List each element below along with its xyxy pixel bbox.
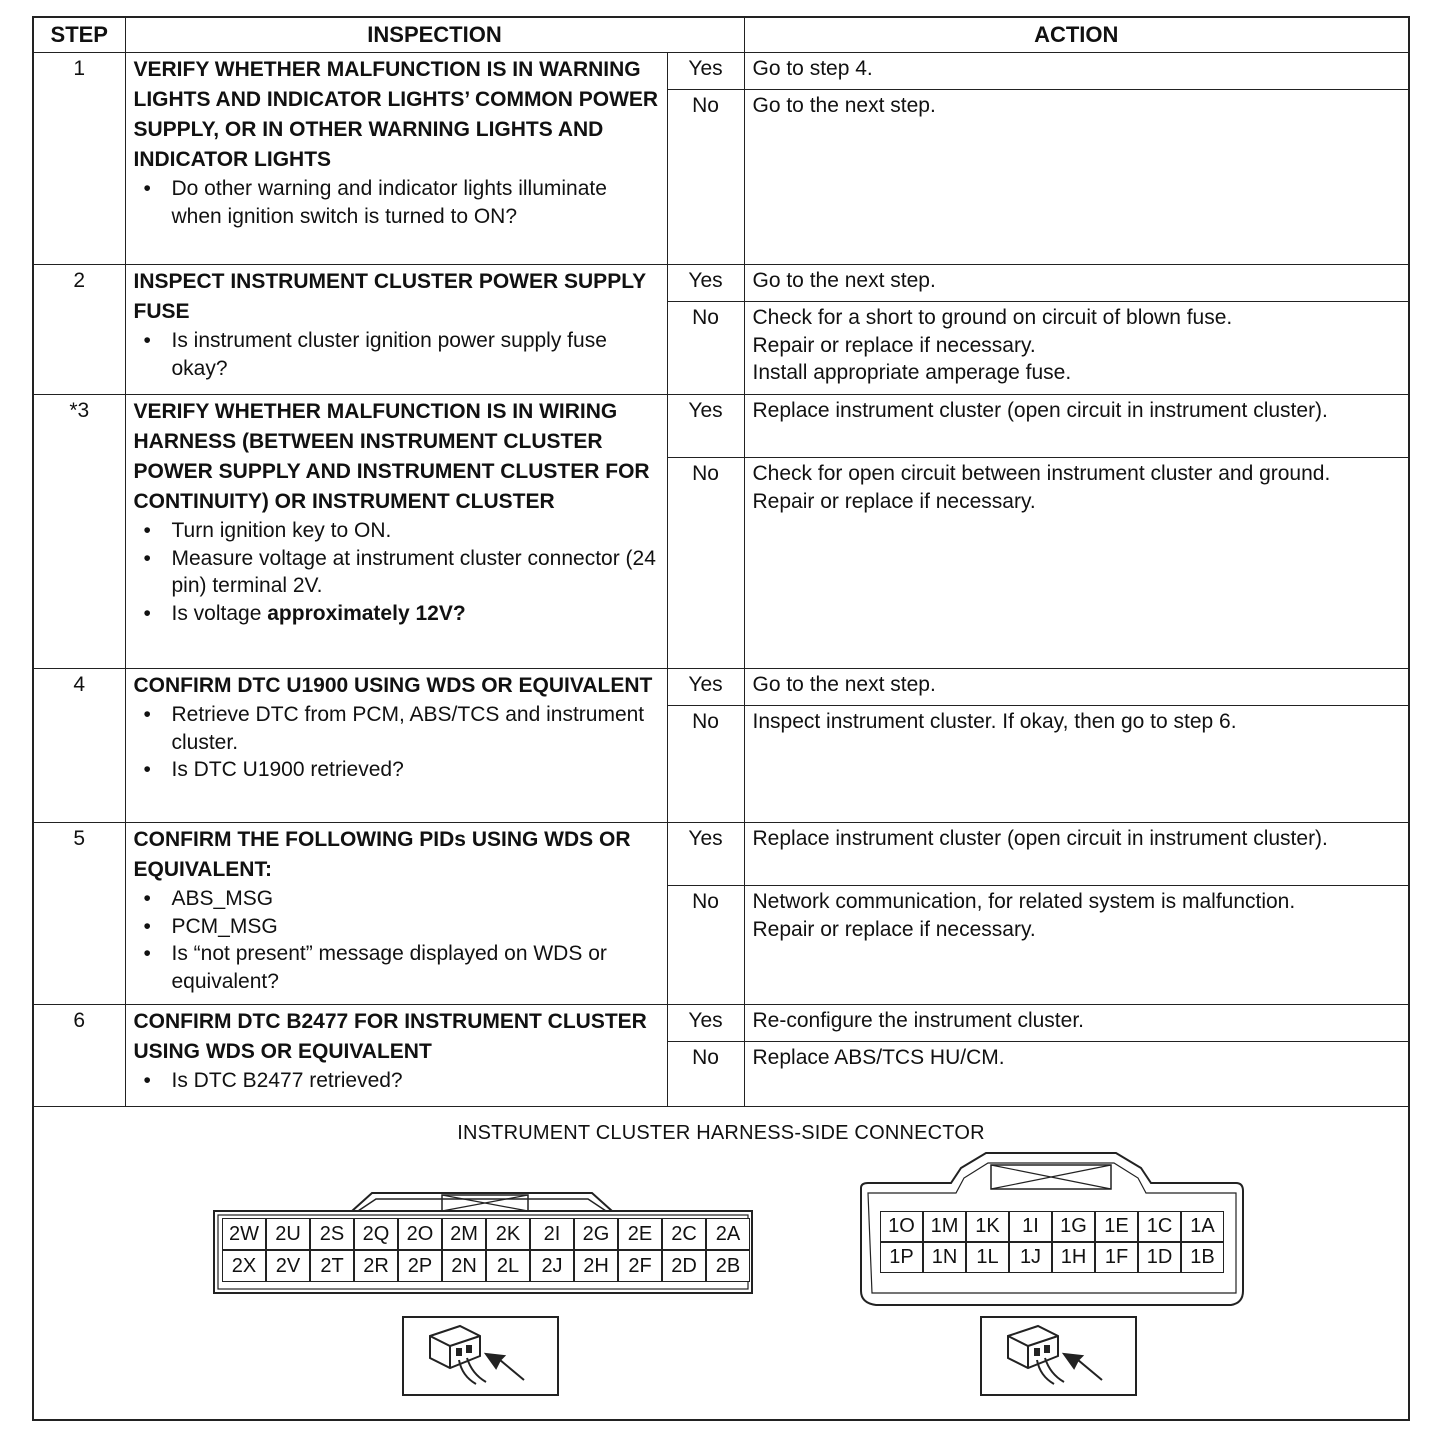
- inspection-bullets: [134, 327, 659, 382]
- step-row: [34, 265, 1408, 302]
- connector-pin: 2W: [222, 1218, 266, 1250]
- bullet-item: • Is “not present” message displayed on WDS or equivalent?: [134, 940, 659, 995]
- connector-pin: 1H: [1052, 1242, 1095, 1273]
- inspection-bullets: [134, 885, 659, 995]
- connector-pin: 2T: [310, 1250, 354, 1282]
- bullet-item: [134, 600, 659, 628]
- step-number: 2: [34, 265, 125, 395]
- no-label: No: [667, 458, 744, 669]
- bullet-text: Is voltage: [171, 601, 268, 625]
- connector-pin: 2V: [266, 1250, 310, 1282]
- bullet-emphasis: approximately 12V?: [267, 601, 466, 625]
- inspection-cell: [125, 265, 667, 395]
- connector-pin: 2I: [530, 1218, 574, 1250]
- bullet-item: • PCM_MSG: [134, 913, 659, 941]
- step-header: STEP: [34, 18, 125, 53]
- yes-action: Go to the next step.: [744, 265, 1408, 302]
- inspection-bullets: [134, 517, 659, 627]
- inspection-title: VERIFY WHETHER MALFUNCTION IS IN WARNING LIGHTS AND INDICATOR LIGHTS’ COMMON POWER SUPPLY, OR IN OTHER WARNING LIGHTS AND INDICATOR LIGHTS: [133, 58, 659, 171]
- inspection-cell: [125, 53, 667, 265]
- step-number: *3: [34, 395, 125, 669]
- connector-pin: 2O: [398, 1218, 442, 1250]
- connector-pin: 1L: [966, 1242, 1009, 1273]
- step-row: [34, 395, 1408, 458]
- yes-action: Re-configure the instrument cluster.: [744, 1005, 1408, 1042]
- troubleshooting-table: [34, 18, 1408, 1107]
- connector-pin: 1J: [1009, 1242, 1052, 1273]
- connector-pin: 2B: [706, 1250, 750, 1282]
- yes-action: Replace instrument cluster (open circuit in instrument cluster).: [744, 823, 1408, 886]
- connector-diagram: [34, 1078, 1408, 1419]
- connector-pin: 1O: [880, 1211, 923, 1242]
- inspection-cell: [125, 669, 667, 823]
- bullet-item: • Is DTC B2477 retrieved?: [134, 1067, 659, 1095]
- connector-pin: 2M: [442, 1218, 486, 1250]
- inspection-cell: [125, 395, 667, 669]
- connector-pin: 2U: [266, 1218, 310, 1250]
- bullet-item: • Measure voltage at instrument cluster connector (24 pin) terminal 2V.: [134, 545, 659, 600]
- connector-pin: 2F: [618, 1250, 662, 1282]
- inspection-title: CONFIRM DTC U1900 USING WDS OR EQUIVALENT: [133, 674, 653, 697]
- inspection-title: INSPECT INSTRUMENT CLUSTER POWER SUPPLY FUSE: [133, 270, 646, 323]
- connector-pin: 2A: [706, 1218, 750, 1250]
- connector-pin: 1E: [1095, 1211, 1138, 1242]
- inspection-title: VERIFY WHETHER MALFUNCTION IS IN WIRING HARNESS (BETWEEN INSTRUMENT CLUSTER POWER SUPPLY AND INSTRUMENT CLUSTER FOR CONTINUITY) OR INSTRUMENT CLUSTER: [133, 400, 650, 513]
- yes-label: Yes: [667, 395, 744, 458]
- inspection-bullets: [134, 701, 659, 784]
- diagram-title: INSTRUMENT CLUSTER HARNESS-SIDE CONNECTOR: [457, 1122, 985, 1144]
- yes-label: Yes: [667, 669, 744, 706]
- connector-pin: 2G: [574, 1218, 618, 1250]
- connector-pin: 1B: [1181, 1242, 1224, 1273]
- connector-pin: 2J: [530, 1250, 574, 1282]
- yes-action: Replace instrument cluster (open circuit in instrument cluster).: [744, 395, 1408, 458]
- connector-pin: 2R: [354, 1250, 398, 1282]
- step-number: 5: [34, 823, 125, 1005]
- no-label: No: [667, 706, 744, 823]
- inspection-title: CONFIRM DTC B2477 FOR INSTRUMENT CLUSTER USING WDS OR EQUIVALENT: [133, 1010, 647, 1063]
- connector-24pin-grid: [222, 1218, 750, 1282]
- bullet-item: • Is DTC U1900 retrieved?: [134, 756, 659, 784]
- inspection-title: CONFIRM THE FOLLOWING PIDs USING WDS OR EQUIVALENT:: [133, 828, 631, 881]
- connector-pin: 2E: [618, 1218, 662, 1250]
- yes-label: Yes: [667, 823, 744, 886]
- connector-16pin-grid: [880, 1211, 1224, 1273]
- no-label: No: [667, 90, 744, 265]
- connector-pin: 2K: [486, 1218, 530, 1250]
- no-action: Replace ABS/TCS HU/CM.: [744, 1042, 1408, 1107]
- yes-action: Go to step 4.: [744, 53, 1408, 90]
- connector-pin: 1D: [1138, 1242, 1181, 1273]
- connector-pin: 1I: [1009, 1211, 1052, 1242]
- no-label: No: [667, 886, 744, 1005]
- no-action: Inspect instrument cluster. If okay, then go to step 6.: [744, 706, 1408, 823]
- bullet-item: • Turn ignition key to ON.: [134, 517, 659, 545]
- step-row: [34, 669, 1408, 706]
- connector-pin: 2Q: [354, 1218, 398, 1250]
- connector-pin: 1F: [1095, 1242, 1138, 1273]
- connector-pin: 1A: [1181, 1211, 1224, 1242]
- connector-pin: 1G: [1052, 1211, 1095, 1242]
- connector-pin: 2P: [398, 1250, 442, 1282]
- no-action: Check for a short to ground on circuit of blown fuse. Repair or replace if necessary. Install appropriate amperage fuse.: [744, 302, 1408, 395]
- inspection-header: INSPECTION: [125, 18, 744, 53]
- no-label: No: [667, 1042, 744, 1107]
- connector-pin: 1P: [880, 1242, 923, 1273]
- yes-action: Go to the next step.: [744, 669, 1408, 706]
- harness-connector-icon: [402, 1316, 559, 1396]
- no-label: No: [667, 302, 744, 395]
- step-number: 1: [34, 53, 125, 265]
- no-action: Network communication, for related system is malfunction. Repair or replace if necessary.: [744, 886, 1408, 1005]
- connector-pin: 1M: [923, 1211, 966, 1242]
- bullet-item: • Is instrument cluster ignition power supply fuse okay?: [134, 327, 659, 382]
- step-row: [34, 53, 1408, 90]
- connector-pin: 2C: [662, 1218, 706, 1250]
- bullet-item: • Retrieve DTC from PCM, ABS/TCS and instrument cluster.: [134, 701, 659, 756]
- yes-label: Yes: [667, 1005, 744, 1042]
- step-row: [34, 1005, 1408, 1042]
- troubleshooting-sheet: [32, 16, 1410, 1421]
- connector-pin: 2H: [574, 1250, 618, 1282]
- connector-pin: 2X: [222, 1250, 266, 1282]
- action-header: ACTION: [744, 18, 1408, 53]
- connector-pin: 1C: [1138, 1211, 1181, 1242]
- step-row: [34, 823, 1408, 886]
- inspection-cell: [125, 823, 667, 1005]
- table-header-row: [34, 18, 1408, 53]
- inspection-bullets: [134, 175, 659, 230]
- bullet-item: • Do other warning and indicator lights illuminate when ignition switch is turned to ON?: [134, 175, 659, 230]
- connector-pin: 1N: [923, 1242, 966, 1273]
- no-action: Check for open circuit between instrument cluster and ground. Repair or replace if necessary.: [744, 458, 1408, 669]
- step-number: 6: [34, 1005, 125, 1107]
- connector-pin: 2D: [662, 1250, 706, 1282]
- connector-pin: 2S: [310, 1218, 354, 1250]
- connector-pin: 2N: [442, 1250, 486, 1282]
- no-action: Go to the next step.: [744, 90, 1408, 265]
- harness-connector-icon: [980, 1316, 1137, 1396]
- step-number: 4: [34, 669, 125, 823]
- connector-pin: 1K: [966, 1211, 1009, 1242]
- bullet-item: • ABS_MSG: [134, 885, 659, 913]
- yes-label: Yes: [667, 53, 744, 90]
- connector-pin: 2L: [486, 1250, 530, 1282]
- yes-label: Yes: [667, 265, 744, 302]
